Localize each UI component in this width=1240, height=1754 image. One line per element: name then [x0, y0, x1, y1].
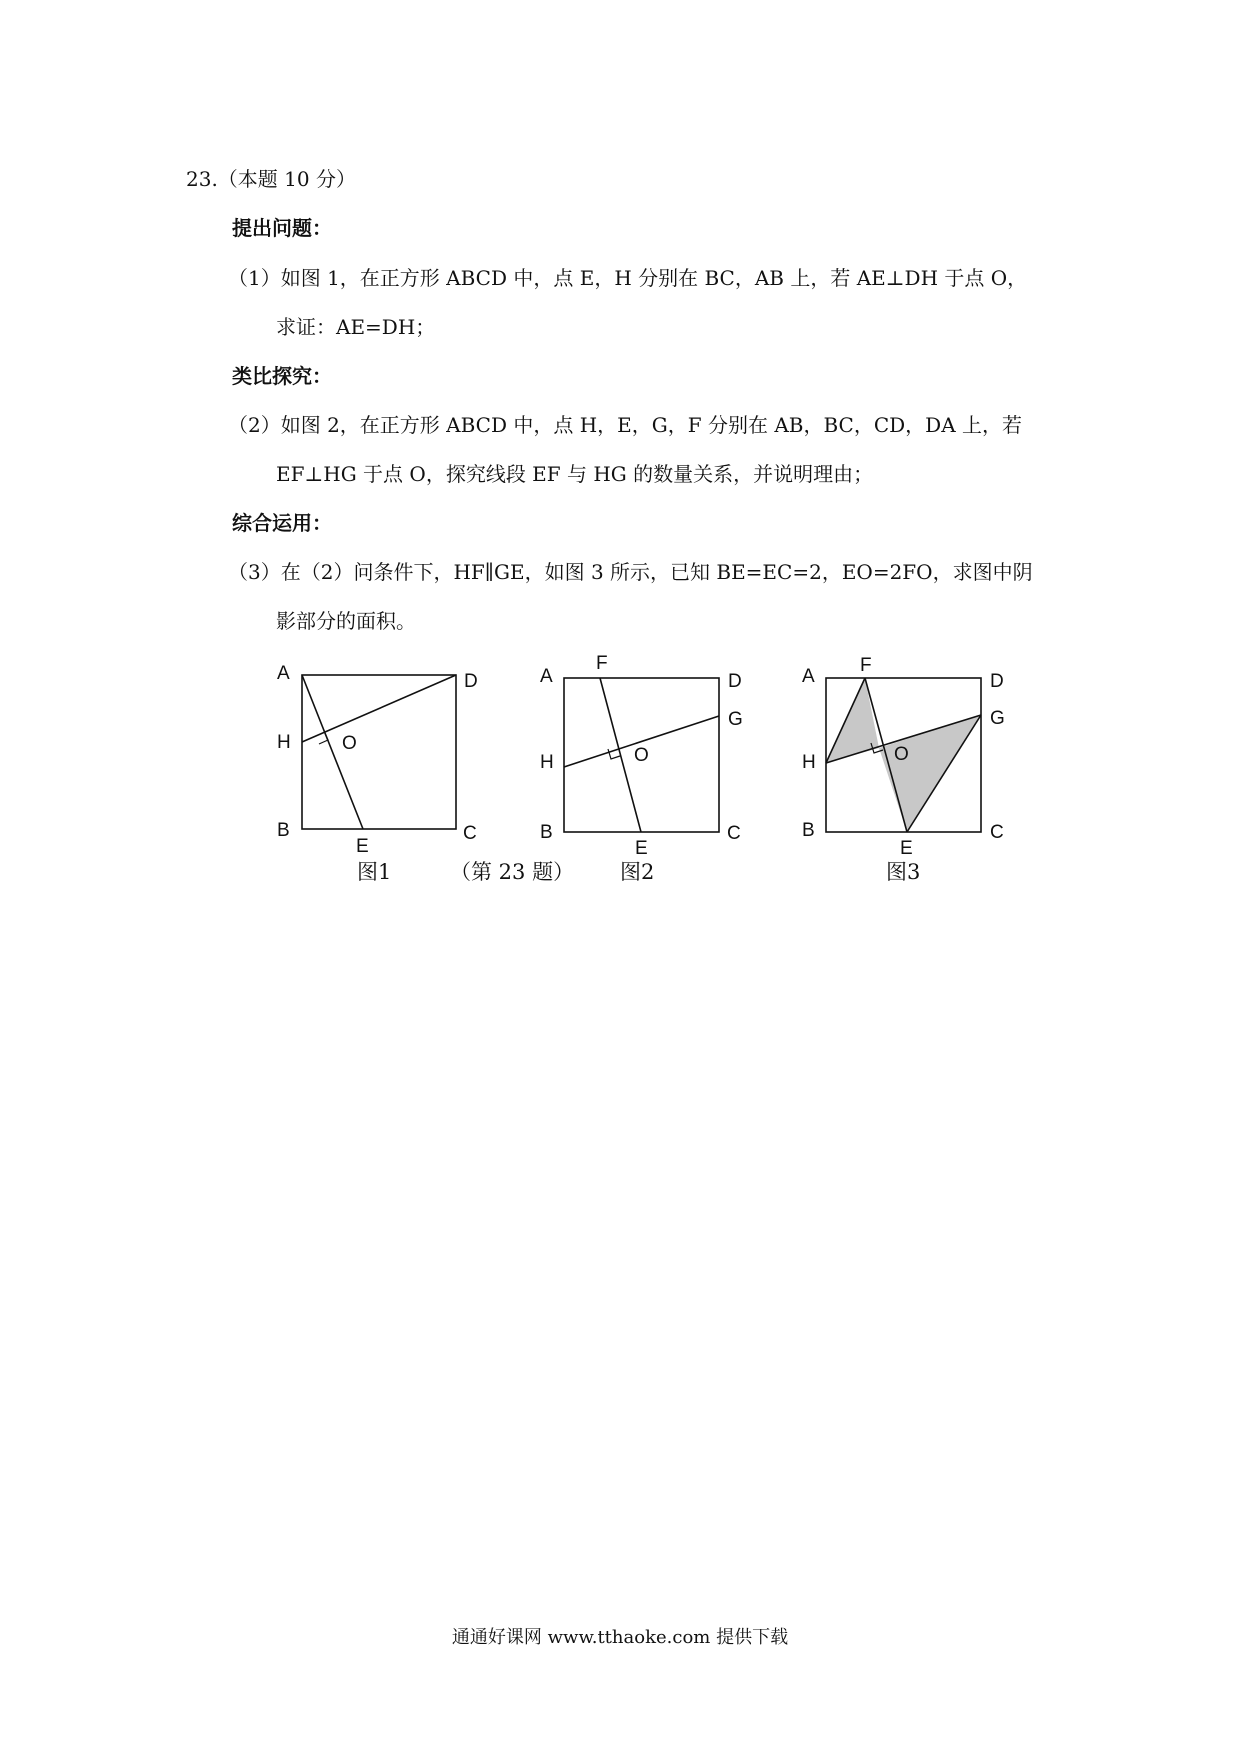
label-h: H [540, 752, 554, 773]
figure-1 [277, 663, 478, 884]
question-3-line-2: 影部分的面积。 [276, 609, 416, 633]
label-a: A [802, 666, 815, 687]
question-2-line-1: （2）如图 2，在正方形 ABCD 中，点 H，E，G，F 分别在 AB，BC，CD，DA 上，若 [228, 413, 1023, 437]
label-e: E [356, 836, 369, 857]
label-b: B [277, 820, 290, 841]
label-e: E [900, 838, 913, 859]
label-f: F [860, 655, 872, 676]
segment-dh [302, 675, 456, 742]
label-c: C [990, 822, 1004, 843]
caption-figure-1: 图1 [357, 860, 392, 884]
section-title-analogy: 类比探究： [232, 364, 332, 388]
label-d: D [464, 671, 478, 692]
shaded-triangle-ego [879, 715, 981, 832]
caption-figure-3: 图3 [886, 860, 921, 884]
label-f: F [596, 653, 608, 674]
label-d: D [728, 671, 742, 692]
section-title-pose-problem: 提出问题： [232, 216, 332, 240]
label-o: O [634, 745, 649, 766]
label-d: D [990, 671, 1004, 692]
question-3-line-1: （3）在（2）问条件下，HF∥GE，如图 3 所示，已知 BE=EC=2，EO=2FO，求图中阴 [228, 560, 1033, 584]
question-2-line-2: EF⊥HG 于点 O，探究线段 EF 与 HG 的数量关系，并说明理由； [276, 462, 874, 486]
label-g: G [728, 709, 743, 730]
geometry-figures [262, 645, 1022, 895]
question-1-line-2: 求证：AE=DH； [276, 315, 436, 339]
figure-3 [802, 655, 1005, 884]
group-caption: （第 23 题） [450, 860, 575, 884]
page-footer: 通通好课网 www.tthaoke.com 提供下载 [451, 1627, 789, 1648]
shaded-triangle-hfo [826, 678, 879, 763]
label-b: B [802, 820, 815, 841]
label-b: B [540, 822, 553, 843]
label-a: A [277, 663, 290, 684]
label-c: C [727, 823, 741, 844]
problem-header: 23.（本题 10 分） [186, 167, 356, 191]
label-o: O [894, 744, 909, 765]
label-a: A [540, 666, 553, 687]
section-title-application: 综合运用： [232, 511, 332, 535]
label-e: E [635, 838, 648, 859]
label-o: O [342, 733, 357, 754]
label-h: H [277, 732, 291, 753]
caption-figure-2: 图2 [620, 860, 655, 884]
label-g: G [990, 708, 1005, 729]
figure-2 [540, 653, 743, 884]
label-c: C [463, 823, 477, 844]
question-1-line-1: （1）如图 1，在正方形 ABCD 中，点 E，H 分别在 BC，AB 上，若 AE⊥DH 于点 O， [228, 266, 1028, 290]
label-h: H [802, 752, 816, 773]
square-abcd [302, 675, 456, 829]
